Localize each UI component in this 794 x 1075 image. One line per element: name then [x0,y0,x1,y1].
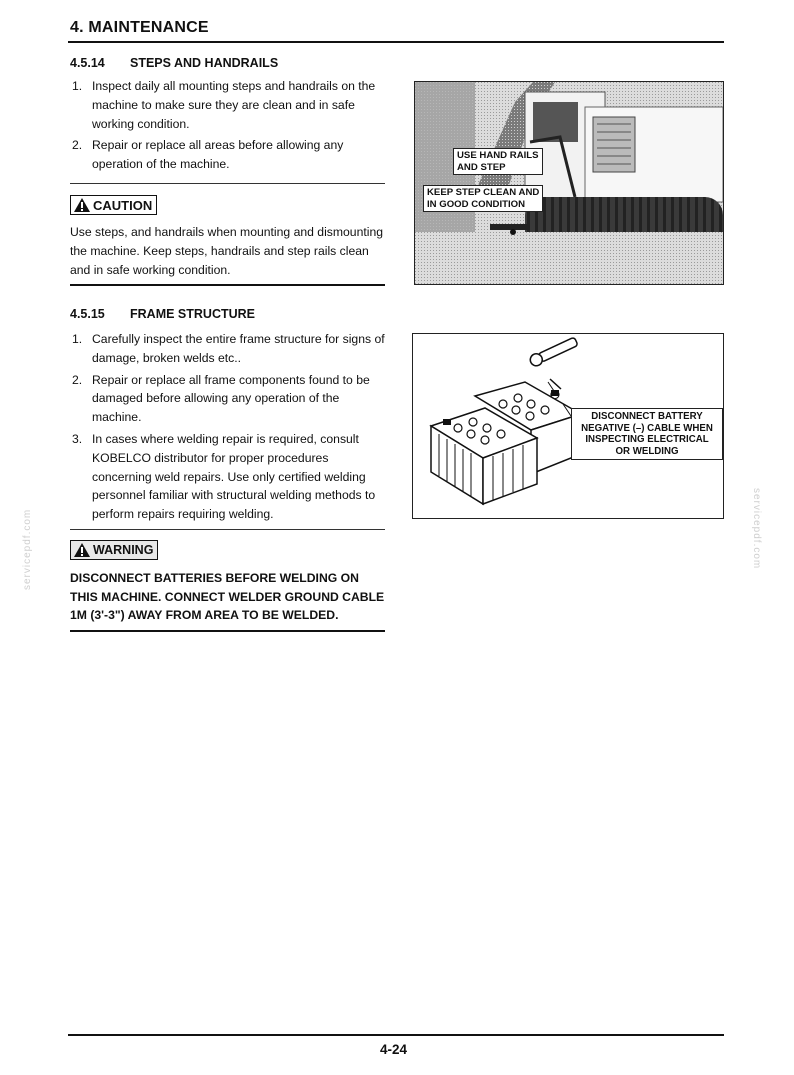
page-header-title: 4. MAINTENANCE [70,19,209,36]
section-heading-frame [70,307,255,321]
callout-disconnect-battery: DISCONNECT BATTERY NEGATIVE (–) CABLE WHEN INSPECTING ELECTRICAL OR WELDING [571,408,723,460]
page-number: 4-24 [380,1042,408,1057]
list-item: 3. In cases where welding repair is required, consult KOBELCO distributor for proper procedures concerning weld repairs. Use only certified welding personnel familiar with structural welding methods to perform repairs requiring welding. [72,431,376,522]
excavator-illustration [415,82,723,284]
list-item: 1. Carefully inspect the entire frame structure for signs of damage, broken welds etc.. [72,332,385,365]
watermark-left: servicepdf.com [22,508,33,590]
warning-label: WARNING [93,543,154,557]
watermark-right: servicepdf.com [751,488,762,570]
warning-text: DISCONNECT BATTERIES BEFORE WELDING ON THIS MACHINE. CONNECT WELDER GROUND CABLE 1M (3'-3") AWAY FROM AREA TO BE WELDED. [70,571,385,622]
section-number: 4.5.14 [70,56,105,70]
figure-battery [412,333,724,519]
divider [70,183,385,184]
section-number: 4.5.15 [70,307,105,321]
section-title: STEPS AND HANDRAILS [130,56,279,70]
callout-use-handrails: USE HAND RAILS AND STEP [453,148,543,175]
divider [70,630,385,632]
caution-triangle-icon [73,197,91,213]
warning-badge [70,540,158,560]
list-item: 2. Repair or replace all frame components found to be damaged before allowing any operation of the machine. [72,372,370,425]
header-rule [68,41,724,43]
caution-label: CAUTION [93,197,153,213]
figure-steps-photo [414,81,724,285]
frame-list [70,330,386,524]
list-item: 2. Repair or replace all areas before allowing any operation of the machine. [72,138,344,172]
section-heading-steps [70,56,278,70]
list-item: 1. Inspect daily all mounting steps and handrails on the machine to make sure they are clean and in safe working condition. [72,79,376,131]
divider [70,284,385,286]
caution-text: Use steps, and handrails when mounting and dismounting the machine. Keep steps, handrails and step rails clean and in safe working condition. [70,225,384,277]
warning-triangle-icon [73,542,91,558]
callout-keep-step-clean: KEEP STEP CLEAN AND IN GOOD CONDITION [423,185,543,212]
section-title: FRAME STRUCTURE [130,307,255,321]
steps-list [70,77,386,174]
minus-symbol: ⊖ [549,386,561,402]
divider [70,529,385,530]
footer-rule [68,1034,724,1036]
caution-badge [70,195,157,215]
